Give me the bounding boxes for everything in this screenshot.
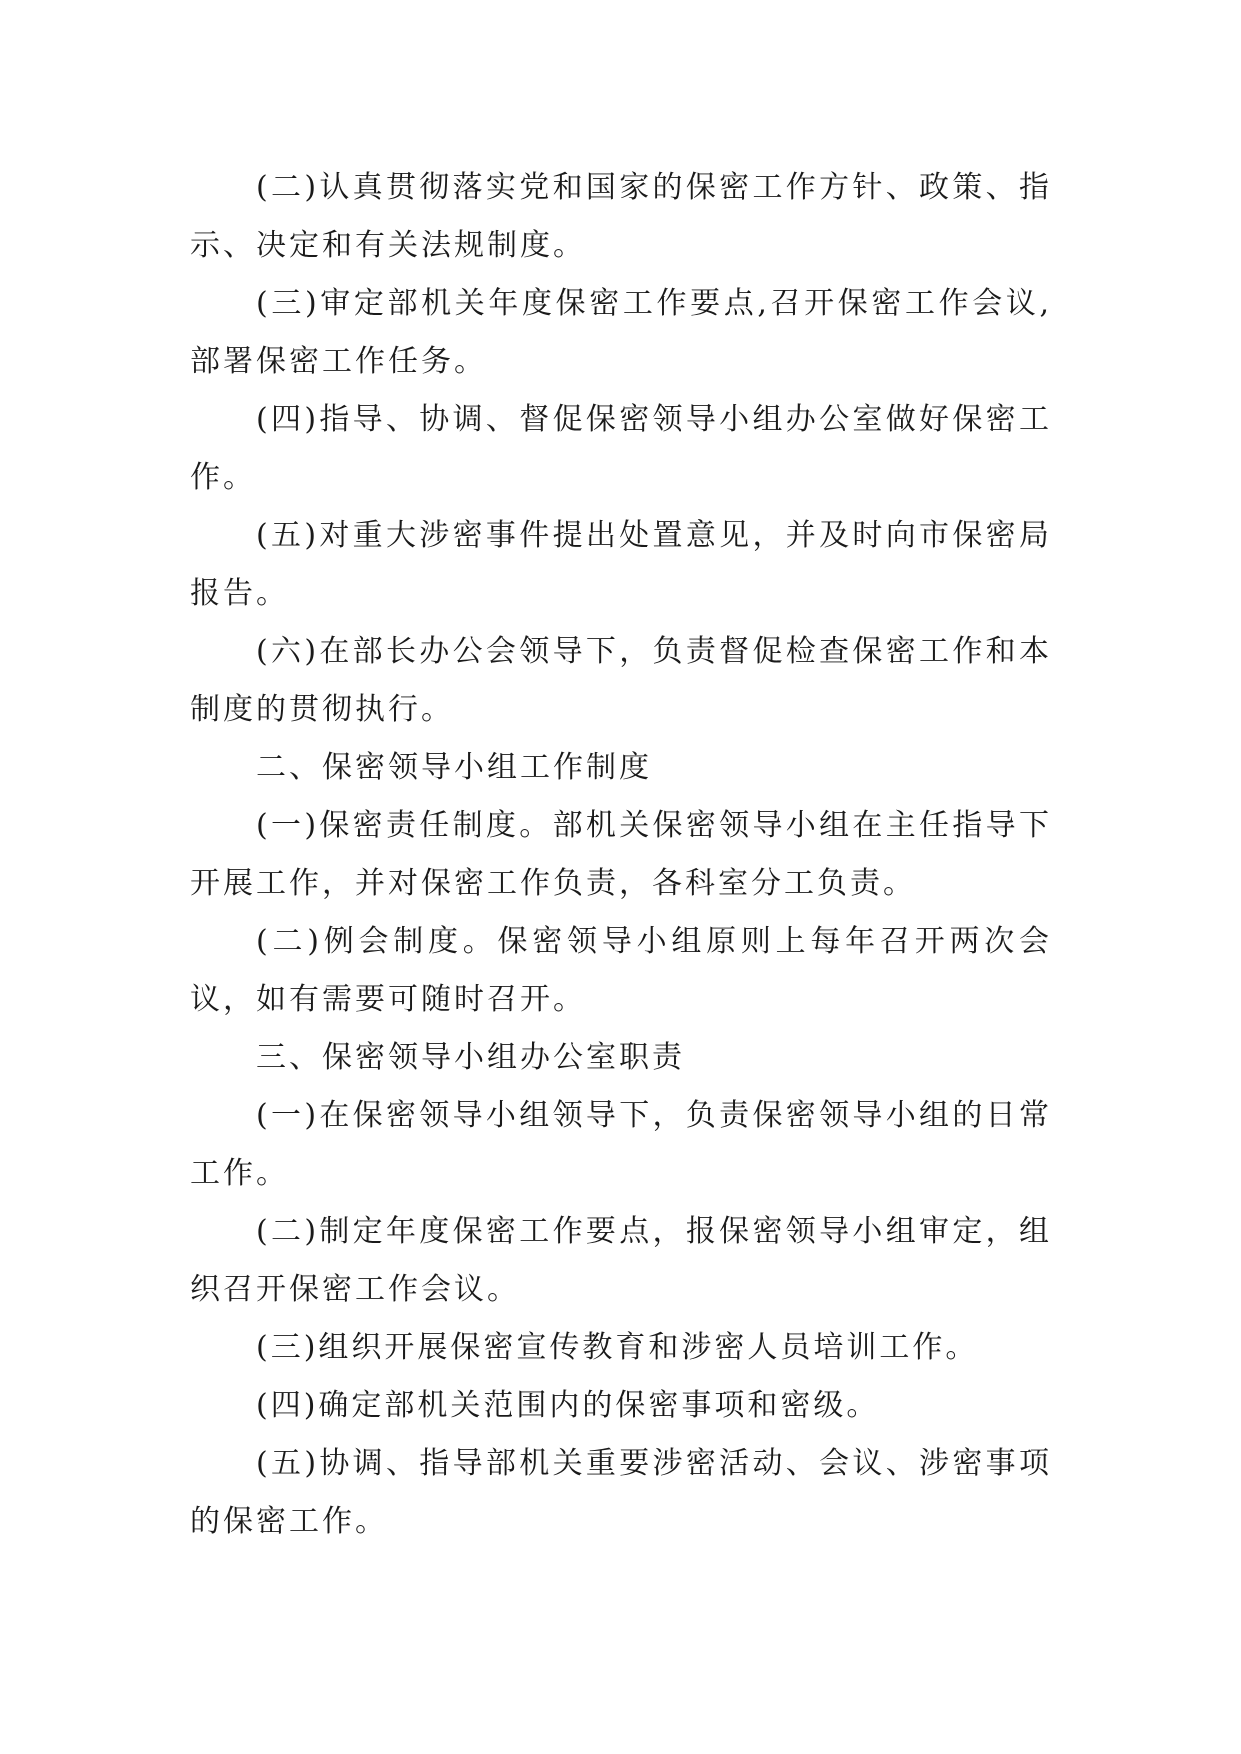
paragraph: (三)组织开展保密宣传教育和涉密人员培训工作。 [256,1330,979,1365]
paragraph: (六)在部长办公会领导下，负责督促检查保密工作和本制度的贯彻执行。 [190,634,1052,727]
document-body [190,159,1052,1551]
paragraph: (一)保密责任制度。部机关保密领导小组在主任指导下开展工作，并对保密工作负责，各科室分工负责。 [190,808,1052,901]
paragraph: (五)对重大涉密事件提出处置意见，并及时向市保密局报告。 [190,518,1052,611]
paragraph: (二)制定年度保密工作要点，报保密领导小组审定，组织召开保密工作会议。 [190,1214,1052,1307]
paragraph: (四)指导、协调、督促保密领导小组办公室做好保密工作。 [190,402,1052,495]
paragraph: (三)审定部机关年度保密工作要点,召开保密工作会议,部署保密工作任务。 [190,286,1052,379]
section-heading: 三、保密领导小组办公室职责 [256,1040,685,1075]
paragraph: (二)认真贯彻落实党和国家的保密工作方针、政策、指示、决定和有关法规制度。 [190,170,1052,263]
paragraph: (四)确定部机关范围内的保密事项和密级。 [256,1388,880,1423]
paragraph: (二)例会制度。保密领导小组原则上每年召开两次会议，如有需要可随时召开。 [190,924,1052,1017]
paragraph: (五)协调、指导部机关重要涉密活动、会议、涉密事项的保密工作。 [190,1446,1052,1539]
paragraph: (一)在保密领导小组领导下，负责保密领导小组的日常工作。 [190,1098,1052,1191]
section-heading: 二、保密领导小组工作制度 [256,750,652,785]
